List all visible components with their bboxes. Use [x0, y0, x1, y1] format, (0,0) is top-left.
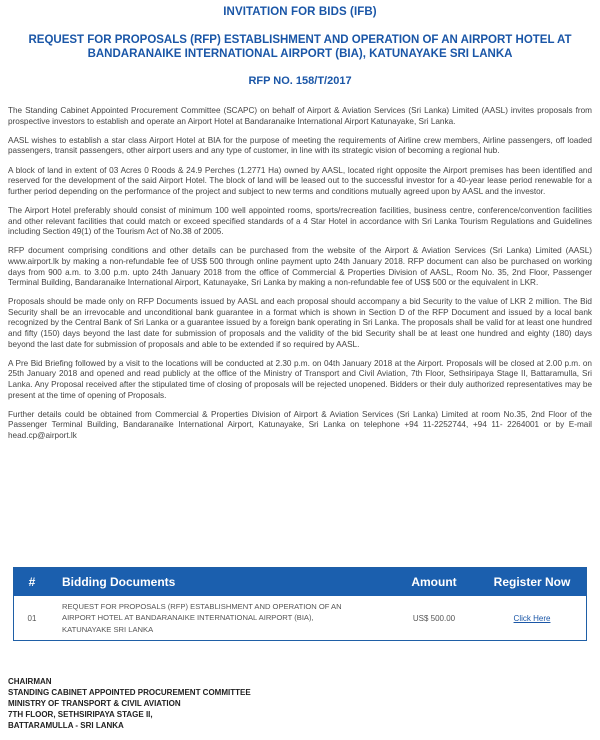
header-number: # [28, 575, 36, 589]
paragraph-rfp-document: RFP document comprising conditions and other details can be purchased from the website of the Airport & Aviation Services (Sri Lanka) Limited (AASL) www.airport.lk by making a non-refundable fee of US$ 500 through online payment upto 24th January 2018. RFP document can also be purchased on working days from 900 a.m. to 3.00 p.m. upto 24th January 2018 from the office of Commercial & Properties Division of AASL, Room No. 35, 2nd Floor, Passenger Terminal Building, Bandaranaike International Airport, Katunayake, Sri Lanka by making a non-refundable fee of US$ 500 or the equivalent in LKR. [8, 246, 592, 288]
rfp-title-line-1: REQUEST FOR PROPOSALS (RFP) ESTABLISHMENT AND OPERATION OF AN AIRPORT HOTEL AT [28, 34, 572, 46]
table-header [14, 568, 586, 596]
signature-ministry: MINISTRY OF TRANSPORT & CIVIL AVIATION [8, 699, 181, 708]
paragraph-purpose: AASL wishes to establish a star class Airport Hotel at BIA for the purpose of meeting the requirements of Airline crew members, Airline passengers, off loaded passengers, transit passengers, other airport users and any type of customer, in line with its strategic vision of becoming a regional hub. [8, 135, 592, 156]
paragraph-contact: Further details could be obtained from Commercial & Properties Division of Airport & Aviation Services (Sri Lanka) Limited at room No.35, 2nd Floor of the Passenger Terminal Building, Bandaranaike International Airport, Katunayake, Sri Lanka on telephone +94 11-2252744, +94 11- 2264001 or by E-mail head.cp@airport.lk [8, 409, 592, 440]
ifb-heading: INVITATION FOR BIDS (IFB) [223, 6, 377, 18]
header-register-now: Register Now [493, 575, 571, 589]
paragraph-pre-bid: A Pre Bid Briefing followed by a visit to the locations will be conducted at 2.30 p.m. on 04th January 2018 at the Airport. Proposals will be closed at 2.00 p.m. on 25th January 2018 and opened and read publicly at the office of the Ministry of Transport and Civil Aviation, 7th Floor, Sethsiripaya Stage II, Battaramulla, Sri Lanka. Any Proposal received after the stipulated time of closing of proposals will be rejected unopened. Bidders or their duly authorized representatives may be present at the time of opening of Proposals. [8, 358, 592, 400]
row-amount: US$ 500.00 [412, 613, 456, 623]
rfp-number: RFP NO. 158/T/2017 [248, 75, 352, 87]
body-paragraphs [8, 106, 592, 442]
signature-committee: STANDING CABINET APPOINTED PROCUREMENT COMMITTEE [8, 688, 251, 697]
paragraph-intro: The Standing Cabinet Appointed Procurement Committee (SCAPC) on behalf of Airport & Aviation Services (Sri Lanka) Limited (AASL) invites proposals from prospective investors to establish and operate an Airport Hotel at Bandaranaike International Airport Katunayake, Sri Lanka. [8, 106, 592, 126]
row-document-title-line-2: AIRPORT HOTEL AT BANDARANAIKE INTERNATIONAL AIRPORT (BIA), [62, 613, 314, 623]
signature-block [8, 676, 251, 731]
header-amount: Amount [411, 575, 457, 589]
rfp-title-line-2: BANDARANAIKE INTERNATIONAL AIRPORT (BIA), KATUNAYAKE SRI LANKA [87, 47, 513, 60]
row-document-title-line-3: KATUNAYAKE SRI LANKA [62, 624, 154, 634]
signature-title: CHAIRMAN [8, 677, 52, 686]
row-number: 01 [27, 613, 37, 623]
bidding-documents-table [13, 567, 587, 641]
rfp-title [8, 34, 592, 61]
row-document-title [50, 601, 390, 636]
signature-address-line-1: 7TH FLOOR, SETHSIRIPAYA STAGE II, [8, 710, 153, 719]
signature-address-line-2: BATTARAMULLA - SRI LANKA [8, 721, 124, 730]
row-document-title-line-1: REQUEST FOR PROPOSALS (RFP) ESTABLISHMENT AND OPERATION OF AN [62, 601, 342, 611]
click-here-link[interactable]: Click Here [513, 613, 551, 623]
row-register-cell [478, 614, 586, 623]
paragraph-land: A block of land in extent of 03 Acres 0 Roods & 24.9 Perches (1.2771 Ha) owned by AASL, located right opposite the Airport premises has been identified and reserved for the development of the said Airport Hotel. The block of land will be leased out to the successful investor for a 40-year lease period renewable for a further period depending on the performance of the project and subject to new terms and conditions mutually agreed upon by AASL and the investor. [8, 165, 592, 196]
table-row [14, 596, 586, 640]
paragraph-bid-security: Proposals should be made only on RFP Documents issued by AASL and each proposal should accompany a bid Security to the value of LKR 2 million. The Bid Security shall be an irrevocable and unconditional bank guarantee in a format which is shown in Section D of the RFP Document and issued by a local bank recognized by the Central Bank of Sri Lanka or a guarantee issued by a foreign bank operating in Sri Lanka. The proposals shall be valid for at least one hundred and fifty (150) days beyond the last date for submission of proposals and the validity of the bid Security shall be at least one hundred and eighty (180) days beyond the last date for submission of proposals and able to be extended if so required by AASL. [8, 297, 592, 349]
paragraph-hotel-spec: The Airport Hotel preferably should consist of minimum 100 well appointed rooms, sports/recreation facilities, business centre, conference/convention facilities and other relevant facilities that could match or exceed specified standards of a 4 Star Hotel in accordance with Sri Lanka Tourism Regulations and Guidelines including Section 49(1) of the Tourism Act of No.38 of 2005. [8, 205, 592, 237]
header-bidding-documents: Bidding Documents [62, 575, 176, 589]
